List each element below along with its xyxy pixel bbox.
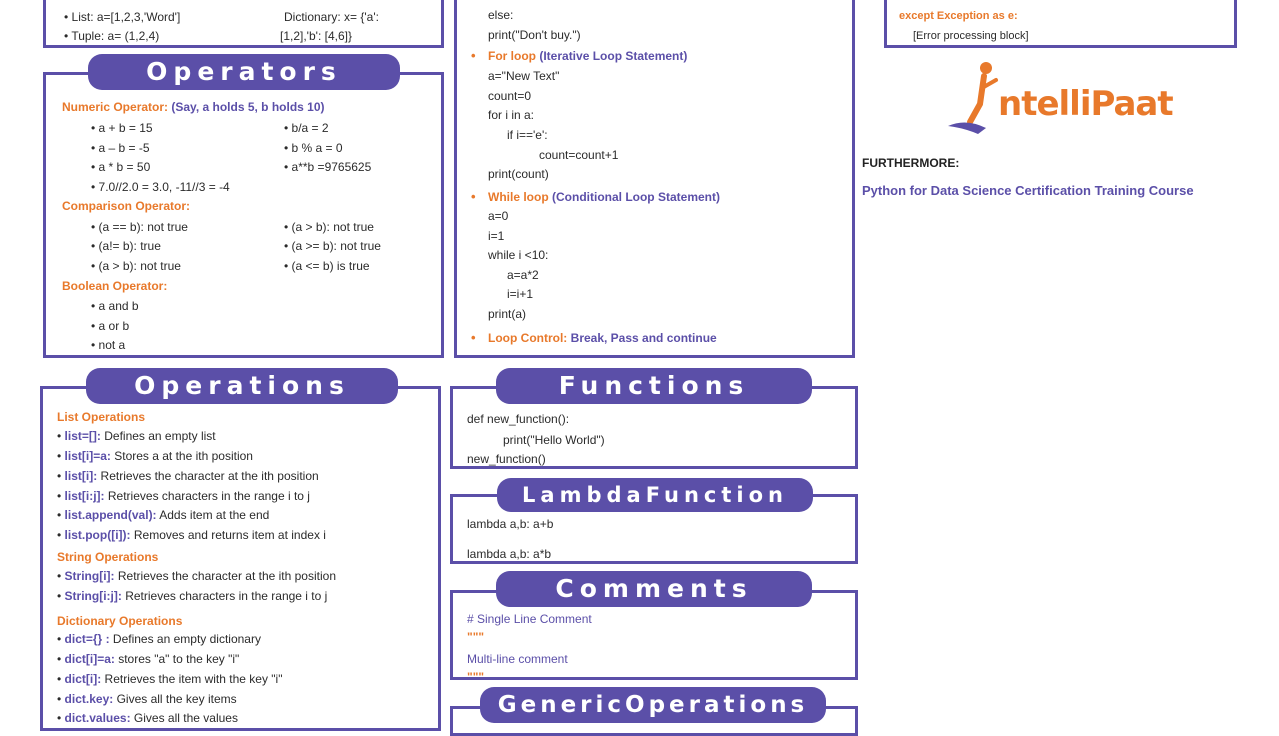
course-link[interactable]: Python for Data Science Certification Training Course (862, 183, 1194, 198)
list-item: • list[i:j]: Retrieves characters in the range i to j (57, 489, 310, 503)
numeric-operator-heading: Numeric Operator: (Say, a holds 5, b holds 10) (62, 100, 325, 114)
list-item: • dict[i]: Retrieves the item with the key "i" (57, 672, 283, 686)
operations-box (40, 386, 441, 731)
comparison-op-2: • (a!= b): true (91, 239, 161, 253)
list-item: • String[i]: Retrieves the character at the ith position (57, 569, 336, 583)
while-code-3: while i <10: (488, 248, 549, 262)
comments-title: Comments (496, 571, 812, 607)
comparison-op-5: • (a >= b): not true (284, 239, 381, 253)
operators-title: Operators (88, 54, 400, 90)
list-item: • dict.key: Gives all the key items (57, 692, 237, 706)
dictionary-operations-heading: Dictionary Operations (57, 614, 183, 628)
for-loop-heading: For loop (Iterative Loop Statement) (488, 49, 688, 63)
boolean-op-3: • not a (91, 338, 126, 352)
for-code-5: count=count+1 (539, 148, 619, 162)
operators-box (43, 72, 444, 358)
list-item: • list.append(val): Adds item at the end (57, 508, 270, 522)
numeric-op-2: • a – b = -5 (91, 141, 150, 155)
comparison-op-3: • (a > b): not true (91, 259, 181, 273)
string-operations-heading: String Operations (57, 550, 159, 564)
dictionary-example: Dictionary: x= {'a': (284, 10, 379, 24)
list-item: • dict={} : Defines an empty dictionary (57, 632, 261, 646)
for-code-6: print(count) (488, 167, 549, 181)
list-example: • List: a=[1,2,3,'Word'] (64, 10, 181, 24)
loops-box (454, 0, 855, 358)
list-operations-heading: List Operations (57, 410, 146, 424)
function-code-3: new_function() (467, 452, 546, 466)
furthermore-label: FURTHERMORE: (862, 156, 960, 170)
logo-text: ntelliPaat (998, 84, 1173, 124)
list-item: • list=[]: Defines an empty list (57, 429, 216, 443)
print-dont-buy: print("Don't buy.") (488, 28, 581, 42)
list-item: • dict[i]=a: stores "a" to the key "i" (57, 652, 240, 666)
multi-line-comment: Multi-line comment (467, 652, 568, 666)
comparison-op-6: • (a <= b) is true (284, 259, 370, 273)
lambda-code-1: lambda a,b: a+b (467, 517, 554, 531)
while-bullet: • (471, 189, 476, 204)
for-code-4: if i=='e': (507, 128, 548, 142)
boolean-op-2: • a or b (91, 319, 130, 333)
comparison-op-4: • (a > b): not true (284, 220, 374, 234)
numeric-op-5: • b/a = 2 (284, 121, 329, 135)
tuple-example: • Tuple: a= (1,2,4) (64, 29, 160, 43)
operations-title: Operations (86, 368, 398, 404)
numeric-op-4: • 7.0//2.0 = 3.0, -11//3 = -4 (91, 180, 230, 194)
function-code-1: def new_function(): (467, 412, 570, 426)
numeric-op-1: • a + b = 15 (91, 121, 153, 135)
for-code-2: count=0 (488, 89, 532, 103)
lambda-title: LambdaFunction (497, 478, 813, 512)
for-bullet: • (471, 48, 476, 63)
lambda-code-2: lambda a,b: a*b (467, 547, 552, 561)
intellipaat-logo (946, 58, 1186, 138)
functions-title: Functions (496, 368, 812, 404)
numeric-op-3: • a * b = 50 (91, 160, 151, 174)
list-item: • String[i:j]: Retrieves characters in the range i to j (57, 589, 328, 603)
comment-quotes-close: """ (467, 670, 485, 684)
for-code-1: a="New Text" (488, 69, 560, 83)
while-code-2: i=1 (488, 229, 505, 243)
list-item: • list[i]: Retrieves the character at the ith position (57, 469, 319, 483)
logo-figure-icon (946, 58, 1006, 138)
numeric-op-6: • b % a = 0 (284, 141, 343, 155)
generic-operations-title: GenericOperations (480, 687, 826, 723)
list-item: • list[i]=a: Stores a at the ith position (57, 449, 253, 463)
function-code-2: print("Hello World") (503, 433, 605, 447)
single-line-comment: # Single Line Comment (467, 612, 592, 626)
else-line: else: (488, 8, 514, 22)
loop-control-heading: Loop Control: Break, Pass and continue (488, 331, 717, 345)
for-code-3: for i in a: (488, 108, 535, 122)
numeric-op-7: • a**b =9765625 (284, 160, 372, 174)
except-line: except Exception as e: (899, 10, 1018, 22)
error-block: [Error processing block] (913, 30, 1029, 42)
exception-box (884, 0, 1237, 48)
comparison-op-1: • (a == b): not true (91, 220, 188, 234)
while-code-5: i=i+1 (507, 287, 534, 301)
comment-quotes-open: """ (467, 630, 485, 644)
control-bullet: • (471, 330, 476, 345)
top-left-fragment-box (43, 0, 444, 48)
while-loop-heading: While loop (Conditional Loop Statement) (488, 190, 720, 204)
list-item: • list.pop([i]): Removes and returns item at index i (57, 528, 326, 542)
list-item: • dict.values: Gives all the values (57, 711, 238, 725)
while-code-1: a=0 (488, 209, 509, 223)
comparison-operator-heading: Comparison Operator: (62, 199, 191, 213)
boolean-op-1: • a and b (91, 299, 139, 313)
boolean-operator-heading: Boolean Operator: (62, 279, 168, 293)
dictionary-example-cont: [1,2],'b': [4,6]} (280, 29, 352, 43)
while-code-4: a=a*2 (507, 268, 539, 282)
while-code-6: print(a) (488, 307, 527, 321)
